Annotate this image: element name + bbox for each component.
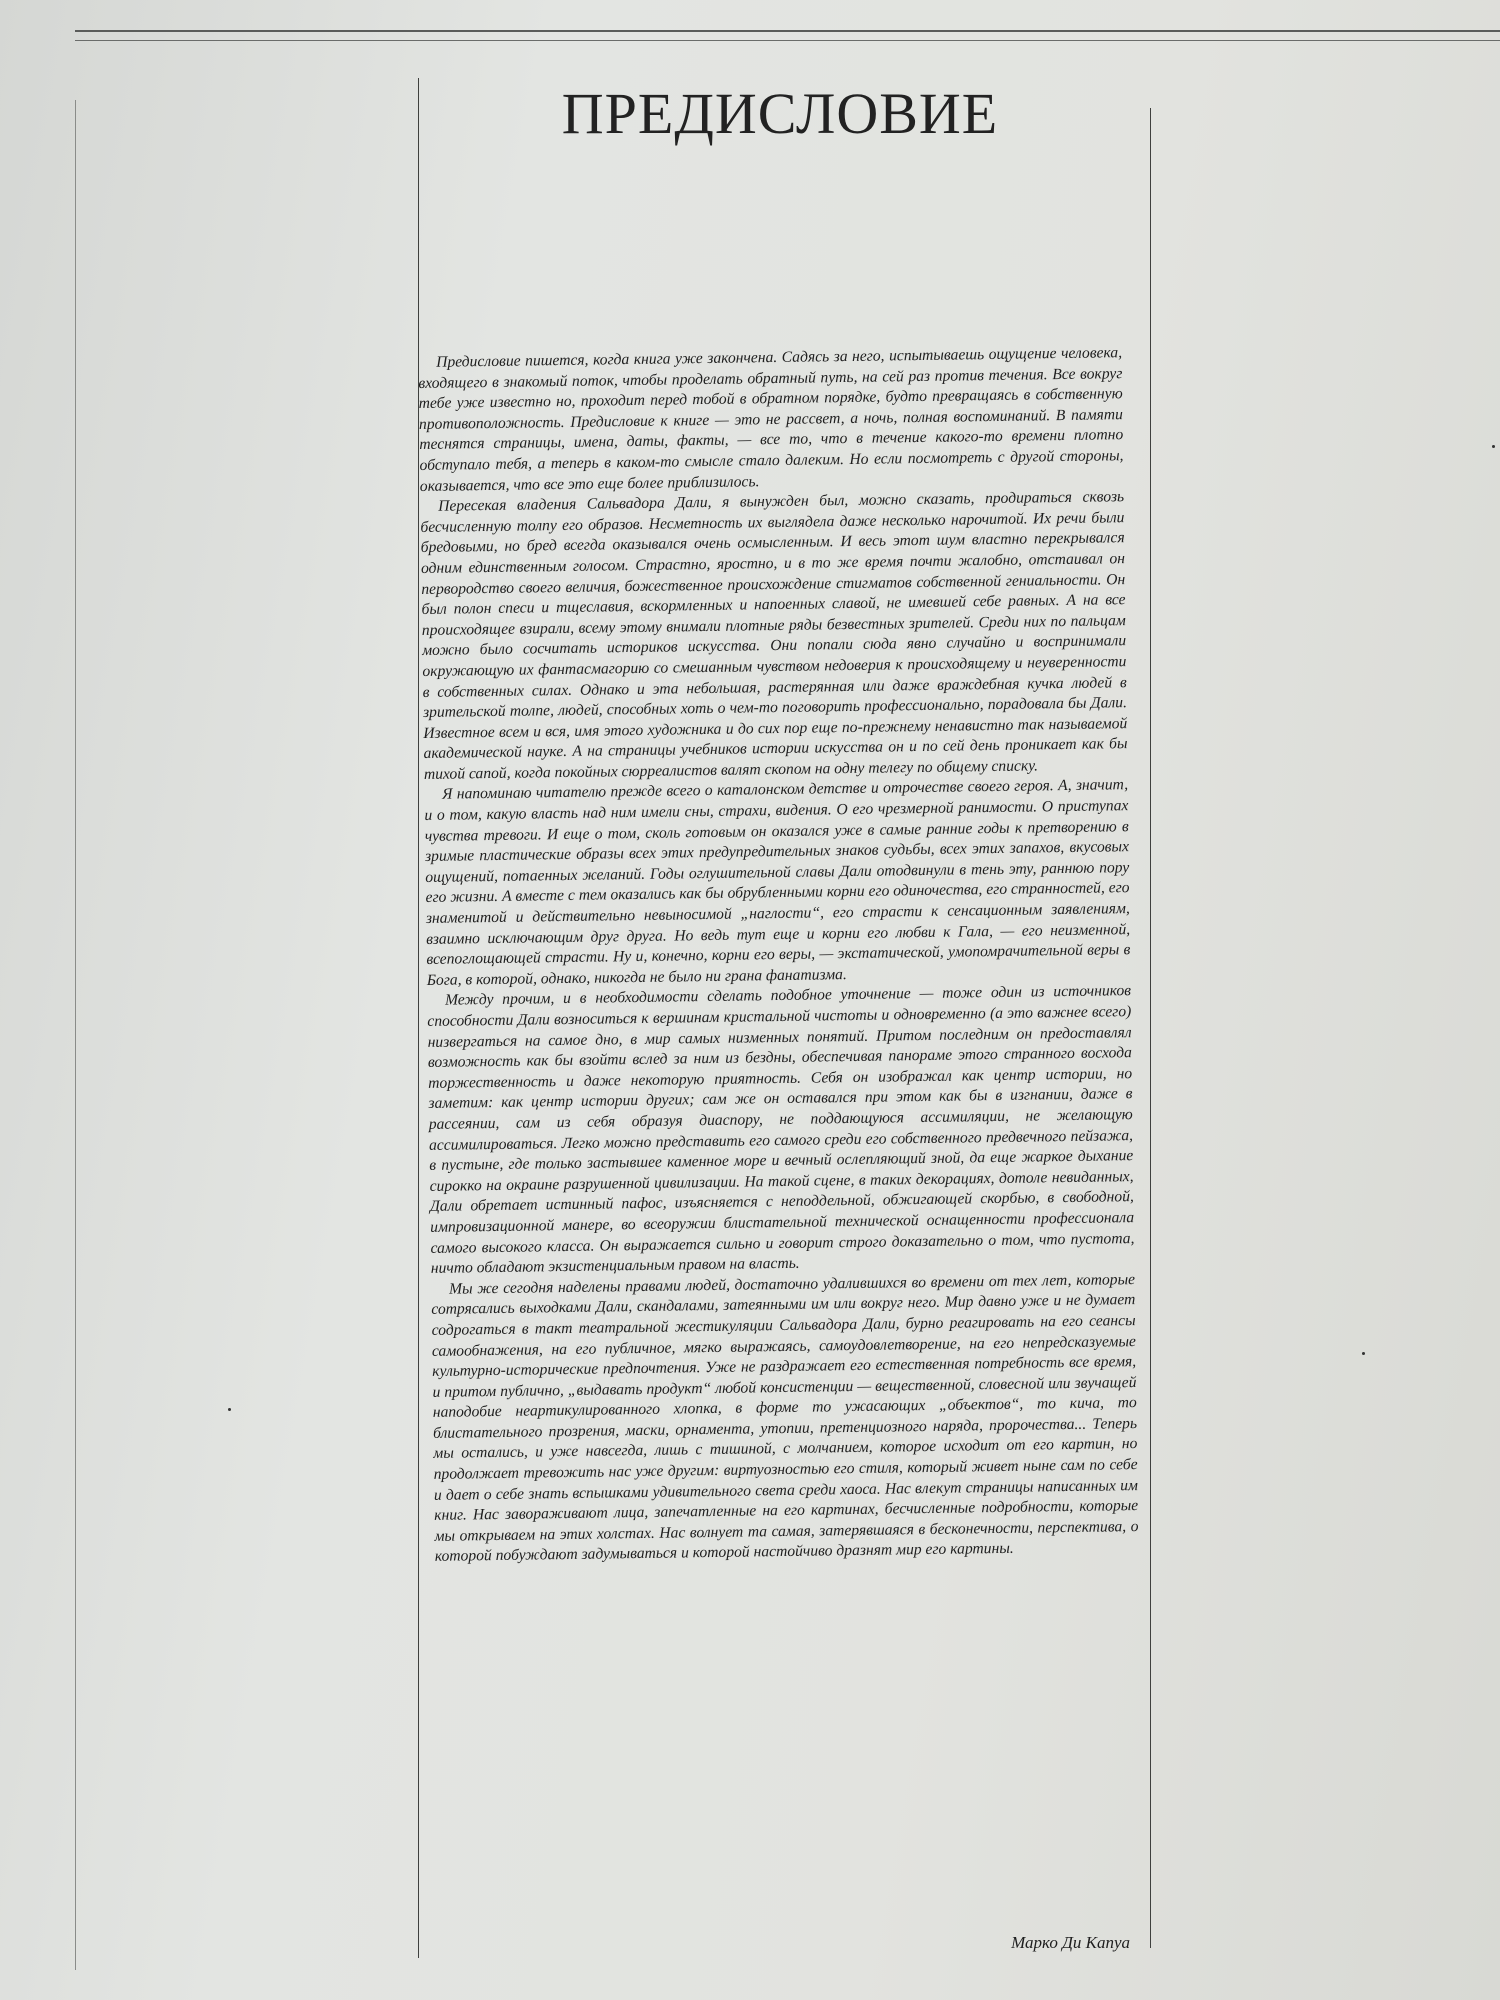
paragraph: Предисловие пишется, когда книга уже закончена. Садясь за него, испытываешь ощущение человека, входящего в знакомый поток, чтобы проделать обратный путь, на сей раз против течения. Все вокруг тебе уже известно но, проходит перед тобой в обратном порядке, будто превращаясь в собственную противоположность. Предисловие к книге — это не рассвет, а ночь, полная воспоминаний. В памяти теснятся страницы, имена, даты, факты, — все то, что в течение какого-то времени плотно обступало тебя, а теперь в каком-то смысле стало далеким. Но если посмотреть с другой стороны, оказывается, что все это еще более приблизилось. xyxy=(418,344,1124,495)
top-border-rule xyxy=(75,30,1500,32)
speck xyxy=(228,1408,231,1411)
speck xyxy=(1362,1352,1365,1355)
column-right-rule xyxy=(1150,108,1151,1948)
preface-text xyxy=(418,343,1139,1568)
speck xyxy=(1492,445,1495,448)
paragraph: Пересекая владения Сальвадора Дали, я вынужден был, можно сказать, продираться сквозь бесчисленную толпу его образов. Несметность их выглядела даже несколько нарочитой. Их речи были бредовыми, но бред всегда оказывался очень осмысленным. И весь этот шум властно перекрывался одним единственным голосом. Страстно, яростно, и в то же время почти жалобно, отстаивал он первородство своего величия, божественное происхождение стигматов собственной гениальности. Он был полон спеси и тщеславия, вскормленных и напоенных славой, не имевшей себе равных. А на все происходящее взирали, всему этому внимали плотные ряды безвестных зрителей. Среди них по пальцам можно было сосчитать историков искусства. Они попали сюда явно случайно и воспринимали окружающую их фантасмагорию со смешанным чувством недоверия к происходящему и неуверенности в собственных силах. Однако и эта небольшая, растерянная или даже враждебная кучка людей в зрительской толпе, людей, способных хоть о чем-то поговорить профессионально, порадовала бы Дали. Известное всем и вся, имя этого художника и до сих пор еще по-прежнему ненавистно так называемой академической науке. А на страницы учебников истории искусства он и по сей день проникает как бы тихой сапой, когда покойных сюрреалистов валят скопом на одну телегу по общему списку. xyxy=(420,488,1128,783)
top-border-rule-inner xyxy=(75,40,1500,41)
page-title: ПРЕДИСЛОВИЕ xyxy=(561,81,999,146)
paragraph: Мы же сегодня наделены правами людей, достаточно удалившихся во времени от тех лет, которые сотрясались выходками Дали, скандалами, затеянными им или вокруг него. Мир давно уже и не думает содрогаться в такт театральной жестикуляции Сальвадора Дали, бурно реагировать на его сеансы самообнажения, на его публичное, мягко выражаясь, самоудовлетворение, на его непредсказуемые культурно-исторические предпочтения. Уже не раздражает его естественная потребность все время, и притом публично, „выдавать продукт“ любой консистенции — вещественной, словесной или звучащей наподобие неартикулированного хлопка, в форме то ужасающих „объектов“, то кича, то блистательного прозрения, маски, орнамента, утопии, претенциозного наряда, пророчества... Теперь мы остались, и уже навсегда, лишь с тишиной, с молчанием, которое исходит от его картин, но продолжает тревожить нас уже другим: виртуозностью его стиля, который живет ныне сам по себе и дает о себе знать вспышками удивительного света среди хаоса. Нас влекут страницы написанных им книг. Нас завораживают лица, запечатленные на его картинах, бесчисленные подробности, которые мы открываем на этих холстах. Нас волнует та самая, затерявшаяся в бесконечности, перспектива, о которой побуждают задумываться и которой настойчиво дразнят мир его картины. xyxy=(431,1270,1139,1566)
paragraph: Я напоминаю читателю прежде всего о каталонском детстве и отрочестве своего героя. А, значит, и о том, какую власть над ним имели сны, страхи, видения. О его чрезмерной ранимости. О приступах чувства тревоги. И еще о том, сколь готовым он оказался уже в самые ранние годы к претворению в зримые пластические образы всех этих предупредительных знаков судьбы, всех этих запахов, вкусовых ощущений, потаенных желаний. Годы оглушительной славы Дали отодвинули в тень эту, раннюю пору его жизни. А вместе с тем оказались как бы обрубленными корни его одиночества, его странностей, его знаменитой и действительно невыносимой „наглости“, его страсти к сенсационным заявлениям, взаимно исключающим друг друга. Но ведь тут еще и корни его любви к Гала, — его неизменной, всепоглощающей страсти. Ну и, конечно, корни его веры, — экстатической, умопомрачительной веры в Бога, в которой, однако, никогда не было ни грана фанатизма. xyxy=(424,776,1131,989)
paragraph: Между прочим, и в необходимости сделать подобное уточнение — тоже один из источников способности Дали возноситься к вершинам кристальной чистоты и одновременно (а это важнее всего) низвергаться на самое дно, в мир самых низменных понятий. Притом последним он предоставлял возможность как бы взойти вслед за ним из бездны, обеспечивая панораме этого странного восхода торжественность и даже некоторую приятность. Себя он изображал как центр истории, но заметим: как центр истории других; сам же он оставался при этом как бы в изгнании, даже в рассеянии, сам из себя образуя диаспору, не поддающуюся ассимиляции, не желающую ассимилироваться. Легко можно представить его самого среди его собственного предвечного пейзажа, в пустыне, где только застывшее каменное море и вечный ослепляющий зной, да еще жаркое дыхание сирокко на окраине разрушенной цивилизации. На такой сцене, в таких декорациях, дотоле невиданных, Дали обретает истинный пафос, изъясняется с неподдельной, обжигающей скорбью, в свободной, импровизационной манере, во всеоружии блистательной технической оснащенности профессионала самого высокого класса. Он выражается сильно и говорит строго доказательно о том, что пустота, ничто обладают экзистенциальным правом на власть. xyxy=(427,982,1135,1278)
outer-margin-rule xyxy=(75,100,76,1970)
author-signature: Марко Ди Капуа xyxy=(1011,1933,1130,1952)
